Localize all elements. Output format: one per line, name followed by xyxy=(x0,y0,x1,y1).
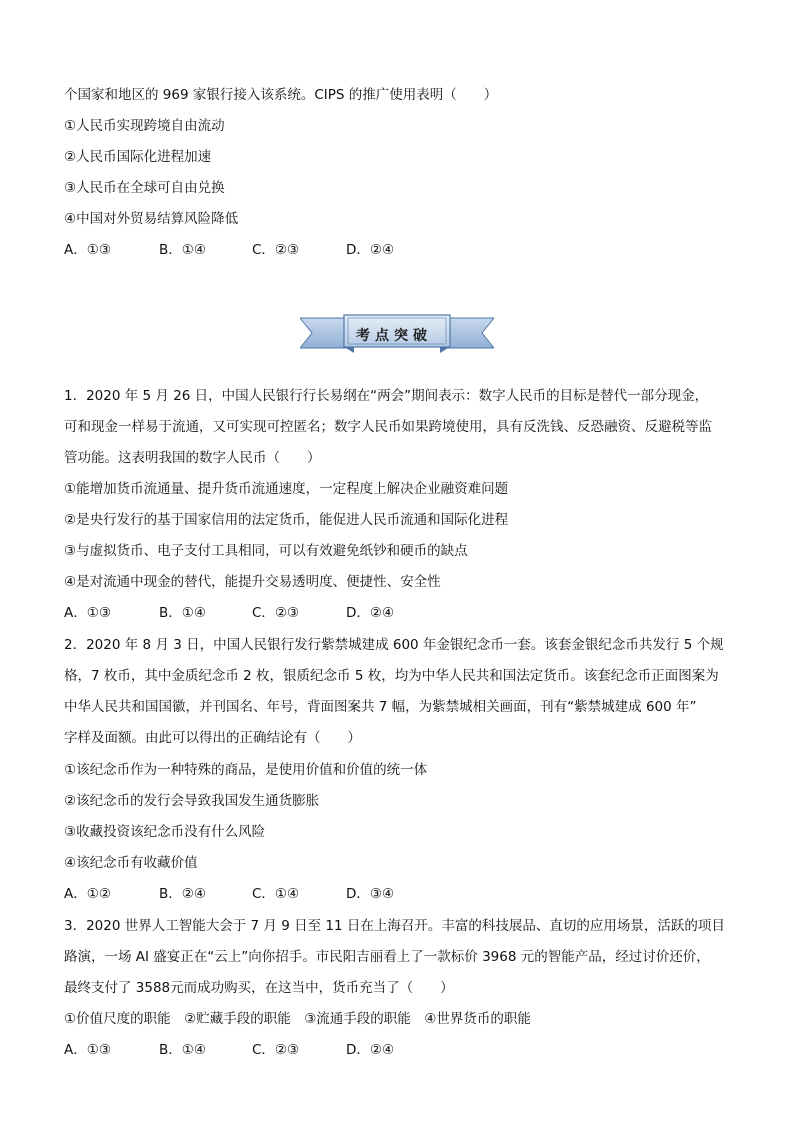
question-stem-line: 1．2020 年 5 月 26 日，中国人民银行行长易纲在“两会”期间表示：数字人民币的目标是替代一部分现金， xyxy=(64,388,709,404)
question-stem-line: 可和现金一样易于流通，又可实现可控匿名；数字人民币如果跨境使用，具有反洗钱、反恐融资、反避税等监 xyxy=(64,419,712,435)
choice-item: ①该纪念币作为一种特殊的商品，是使用价值和价值的统一体 xyxy=(64,762,428,778)
question-stem-line: 格，7 枚币，其中金质纪念币 2 枚，银质纪念币 5 枚，均为中华人民共和国法定货币。该套纪念币正面图案为 xyxy=(64,668,719,684)
option-c: C．②③ xyxy=(252,605,300,621)
choice-item: ①价值尺度的职能 ②贮藏手段的职能 ③流通手段的职能 ④世界货币的职能 xyxy=(64,1011,531,1027)
choice-item: ④该纪念币有收藏价值 xyxy=(64,855,198,871)
banner-title: 考点突破 xyxy=(356,328,432,344)
choice-item: ④中国对外贸易结算风险降低 xyxy=(64,211,239,227)
question-stem-line: 管功能。这表明我国的数字人民币（ ） xyxy=(64,450,321,466)
option-d: D．②④ xyxy=(346,605,395,621)
option-b: B．①④ xyxy=(159,605,206,621)
option-a: A．①③ xyxy=(64,1042,111,1058)
choice-item: ②是央行发行的基于国家信用的法定货币，能促进人民币流通和国际化进程 xyxy=(64,512,509,528)
option-a: A．①③ xyxy=(64,605,111,621)
question-stem-line: 2．2020 年 8 月 3 日，中国人民银行发行紫禁城建成 600 年金银纪念币一套。该套金银纪念币共发行 5 个规 xyxy=(64,637,724,653)
choice-item: ②该纪念币的发行会导致我国发生通货膨胀 xyxy=(64,793,320,809)
option-c: C．②③ xyxy=(252,242,300,258)
choice-item: ①能增加货币流通量、提升货币流通速度，一定程度上解决企业融资难问题 xyxy=(64,481,509,497)
choice-item: ④是对流通中现金的替代，能提升交易透明度、便捷性、安全性 xyxy=(64,574,441,590)
option-a: A．①③ xyxy=(64,242,111,258)
choice-item: ③人民币在全球可自由兑换 xyxy=(64,180,225,196)
option-b: B．①④ xyxy=(159,1042,206,1058)
option-b: B．①④ xyxy=(159,242,206,258)
option-c: C．②③ xyxy=(252,1042,300,1058)
option-d: D．③④ xyxy=(346,886,395,902)
option-b: B．②④ xyxy=(159,886,206,902)
question-stem-line: 个国家和地区的 969 家银行接入该系统。CIPS 的推广使用表明（ ） xyxy=(64,87,498,103)
question-stem-line: 中华人民共和国国徽，并刊国名、年号，背面图案共 7 幅，为紫禁城相关画面，刊有“紫禁城建成 600 年” xyxy=(64,699,697,715)
choice-item: ①人民币实现跨境自由流动 xyxy=(64,118,225,134)
question-stem-line: 路演，一场 AI 盛宴正在“云上”向你招手。市民阳吉丽看上了一款标价 3968 元的智能产品，经过讨价还价， xyxy=(64,949,710,965)
choice-item: ③收藏投资该纪念币没有什么风险 xyxy=(64,824,266,840)
choice-item: ③与虚拟货币、电子支付工具相同，可以有效避免纸钞和硬币的缺点 xyxy=(64,543,468,559)
question-stem-line: 最终支付了 3588元而成功购买，在这当中，货币充当了（ ） xyxy=(64,980,454,996)
option-d: D．②④ xyxy=(346,242,395,258)
option-a: A．①② xyxy=(64,886,111,902)
question-stem-line: 字样及面额。由此可以得出的正确结论有（ ） xyxy=(64,730,361,746)
option-d: D．②④ xyxy=(346,1042,395,1058)
choice-item: ②人民币国际化进程加速 xyxy=(64,149,212,165)
question-stem-line: 3．2020 世界人工智能大会于 7 月 9 日至 11 日在上海召开。丰富的科技展品、直切的应用场景，活跃的项目 xyxy=(64,918,725,934)
option-c: C．①④ xyxy=(252,886,300,902)
